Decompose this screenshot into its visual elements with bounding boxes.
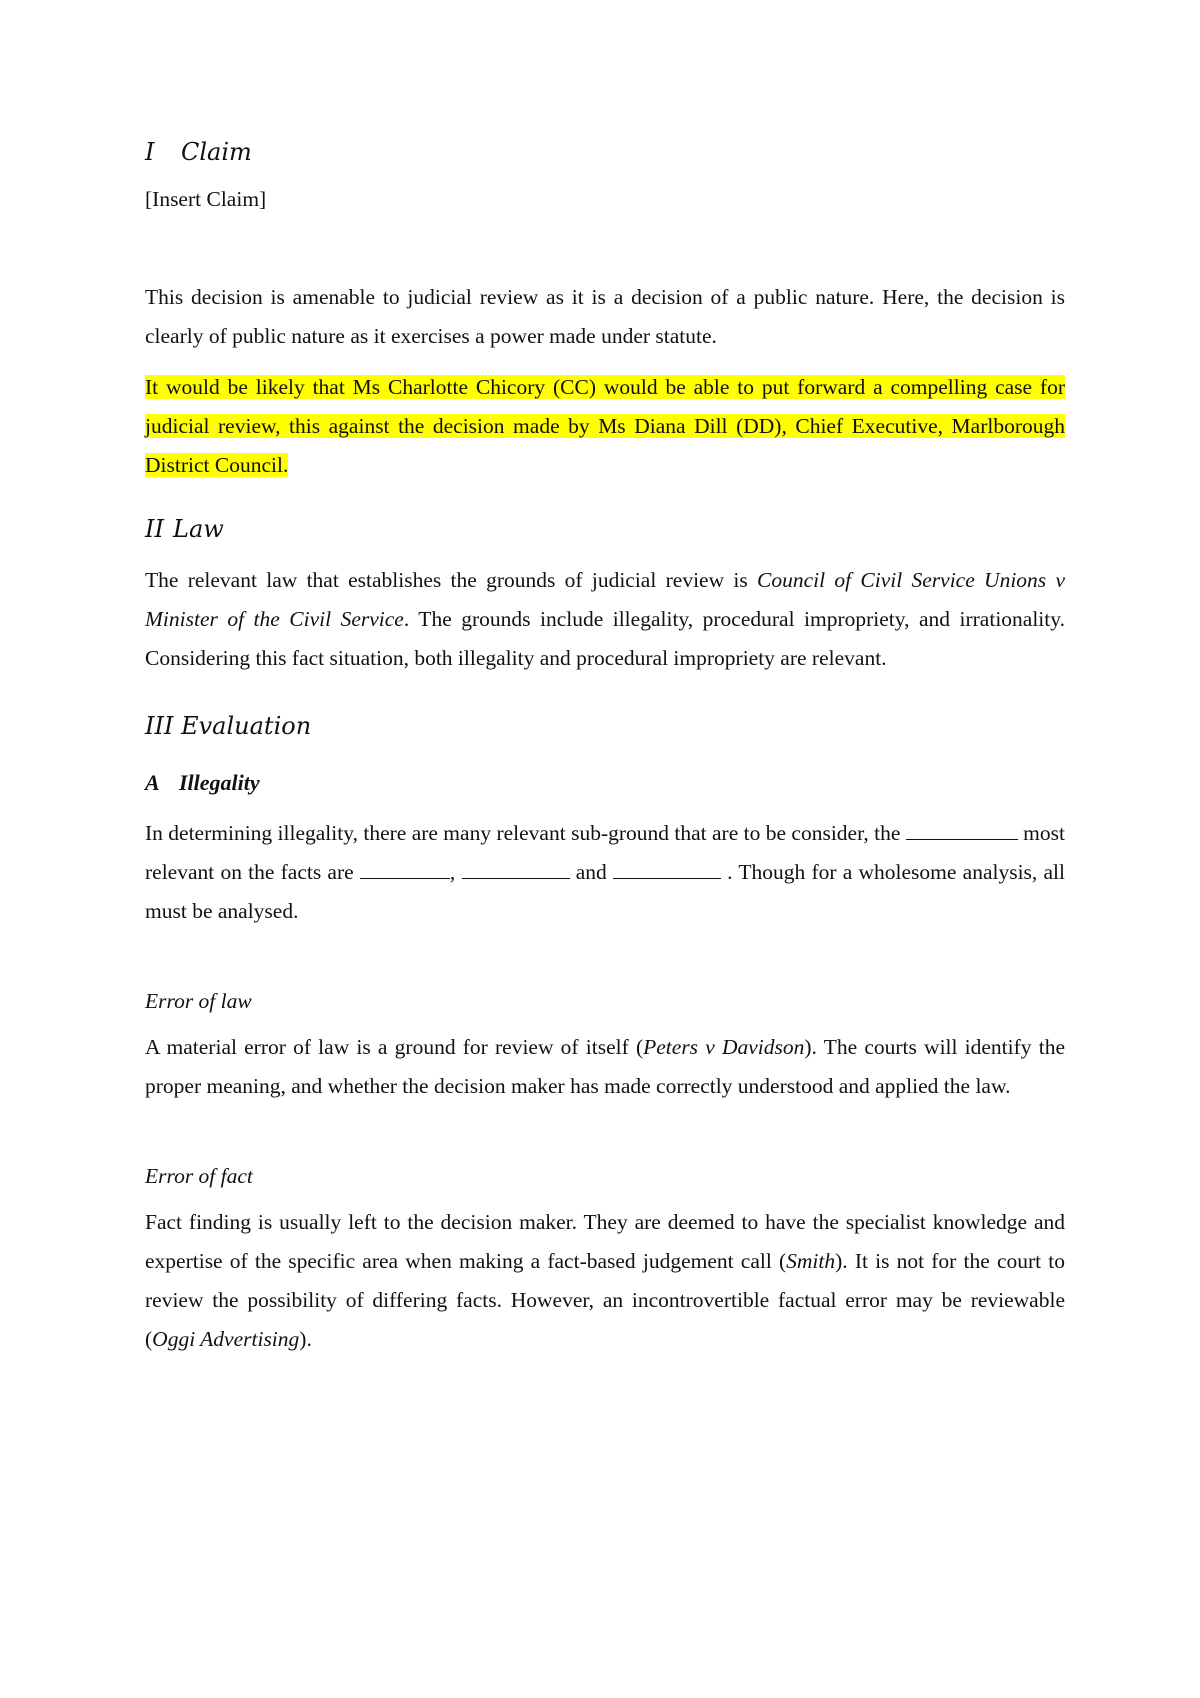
error-of-fact-text-2: ). It is not for the court to review the possibility of differing facts. However, an incontrovertible factual error may be reviewable ( — [145, 1249, 1066, 1351]
heading-claim-number: I — [145, 138, 155, 166]
subheading-illegality-title: Illegality — [179, 770, 260, 795]
illegality-and: and — [569, 860, 613, 884]
subheading-error-of-law: Error of law — [145, 989, 252, 1013]
heading-claim — [145, 138, 1065, 166]
claim-paragraph: This decision is amenable to judicial review as it is a decision of a public nature. Here, the decision is clearly of public nature as it exercises a power made under statute. — [145, 285, 1065, 348]
heading-evaluation-title: Evaluation — [181, 712, 312, 740]
heading-law-title: Law — [173, 515, 224, 543]
illegality-comma: , — [449, 860, 462, 884]
blank-line-4 — [613, 860, 721, 879]
heading-evaluation — [145, 712, 1065, 740]
illegality-paragraph — [145, 814, 1065, 931]
law-case-citation: Council of Civil Service Unions v Minister of the Civil Service — [145, 568, 1065, 631]
subheading-illegality-letter: A — [145, 770, 160, 795]
heading-law — [145, 515, 1065, 543]
subheading-illegality — [145, 770, 1065, 796]
highlighted-text: It would be likely that Ms Charlotte Chicory (CC) would be able to put forward a compelling case for judicial review, this against the decision made by Ms Diana Dill (DD), Chief Executive, Marlborough District Council. — [145, 375, 1065, 477]
heading-evaluation-number: III — [145, 712, 174, 740]
error-of-fact-case-2: Oggi Advertising — [152, 1327, 300, 1351]
law-text-after: . The grounds include illegality, procedural impropriety, and irrationality. Considering this fact situation, both illegality and procedural impropriety are relevant. — [145, 607, 1065, 670]
error-of-law-text-2: ). The courts will identify the proper meaning, and whether the decision maker has made correctly understood and applied the law. — [145, 1035, 1065, 1098]
subheading-error-of-fact: Error of fact — [145, 1164, 253, 1188]
error-of-fact-text-1: Fact finding is usually left to the decision maker. They are deemed to have the specialist knowledge and expertise of the specific area when making a fact-based judgement call ( — [145, 1210, 1065, 1273]
error-of-law-paragraph — [145, 1028, 1065, 1106]
heading-law-number: II — [145, 515, 164, 543]
illegality-text-1: In determining illegality, there are many relevant sub-ground that are to be consider, the — [145, 821, 901, 845]
heading-claim-title: Claim — [181, 138, 252, 166]
illegality-text-2: most relevant on the facts are — [145, 821, 1065, 884]
blank-line-1 — [906, 821, 1018, 840]
error-of-law-case: Peters v Davidson — [643, 1035, 805, 1059]
error-of-fact-paragraph — [145, 1203, 1065, 1359]
illegality-text-3: . Though for a wholesome analysis, all must be analysed. — [145, 860, 1065, 923]
error-of-fact-text-3: ). — [299, 1327, 312, 1351]
law-text-before: The relevant law that establishes the grounds of judicial review is — [145, 568, 758, 592]
error-of-law-text-1: A material error of law is a ground for review of itself ( — [145, 1035, 644, 1059]
law-paragraph — [145, 561, 1065, 678]
claim-highlighted-paragraph — [145, 368, 1065, 485]
blank-line-3 — [462, 860, 570, 879]
error-of-fact-case-1: Smith — [786, 1249, 836, 1273]
claim-placeholder: [Insert Claim] — [145, 187, 267, 211]
blank-line-2 — [360, 860, 450, 879]
